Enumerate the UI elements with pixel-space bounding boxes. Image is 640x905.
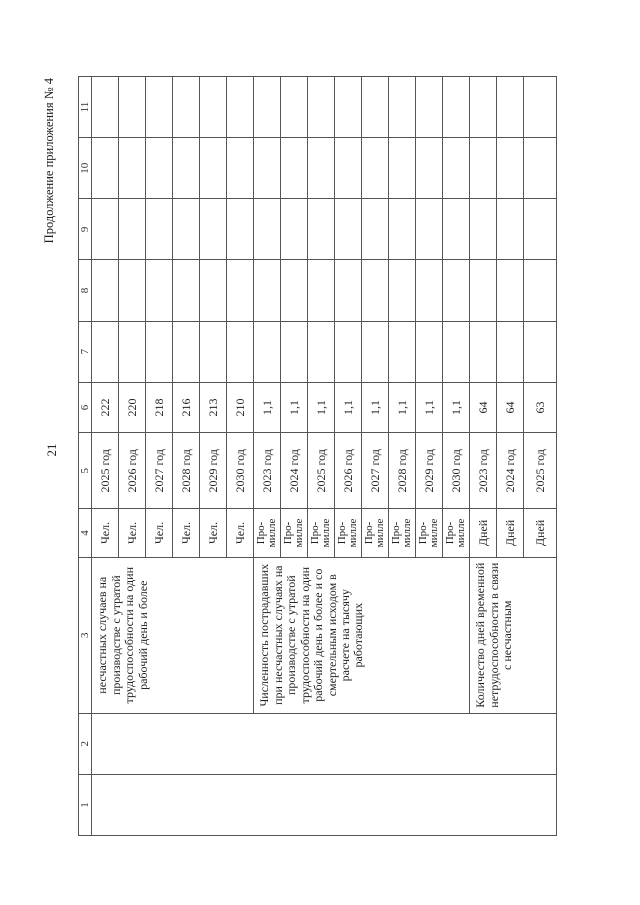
empty-cell-col8 [497, 260, 524, 321]
empty-cell-col7 [443, 321, 470, 382]
empty-cell-col8 [173, 260, 200, 321]
empty-cell-col8 [335, 260, 362, 321]
empty-cell-col11 [227, 77, 254, 138]
empty-cell-col10 [389, 138, 416, 199]
year-cell: 2027 год [362, 433, 389, 509]
column-number: 7 [79, 321, 92, 382]
unit-cell: Чел. [200, 509, 227, 557]
unit-cell: Чел. [119, 509, 146, 557]
empty-cell-col11 [470, 77, 497, 138]
empty-cell-col10 [119, 138, 146, 199]
value-cell: 1,1 [443, 382, 470, 433]
unit-cell: Про-милле [362, 509, 389, 557]
value-cell: 1,1 [254, 382, 281, 433]
column-number: 10 [79, 138, 92, 199]
year-cell: 2024 год [281, 433, 308, 509]
table-body [92, 77, 557, 836]
empty-cell-col7 [227, 321, 254, 382]
empty-cell-col10 [443, 138, 470, 199]
empty-cell-col9 [470, 199, 497, 260]
empty-cell-col7 [119, 321, 146, 382]
year-cell: 2023 год [470, 433, 497, 509]
empty-cell-col11 [416, 77, 443, 138]
empty-cell-col8 [524, 260, 557, 321]
value-cell: 1,1 [281, 382, 308, 433]
year-cell: 2026 год [119, 433, 146, 509]
empty-cell-col9 [443, 199, 470, 260]
value-cell: 1,1 [416, 382, 443, 433]
empty-cell-col7 [497, 321, 524, 382]
empty-cell-col8 [362, 260, 389, 321]
year-cell: 2030 год [443, 433, 470, 509]
cell-col1 [92, 774, 557, 835]
year-cell: 2025 год [308, 433, 335, 509]
empty-cell-col11 [281, 77, 308, 138]
empty-cell-col11 [443, 77, 470, 138]
empty-cell-col8 [227, 260, 254, 321]
column-number: 8 [79, 260, 92, 321]
year-cell: 2026 год [335, 433, 362, 509]
value-cell: 1,1 [362, 382, 389, 433]
empty-cell-col11 [92, 77, 119, 138]
empty-cell-col9 [227, 199, 254, 260]
empty-cell-col7 [335, 321, 362, 382]
indicator-name: Количество дней временной нетрудоспособности в связи с несчастным [470, 557, 557, 713]
unit-cell: Чел. [173, 509, 200, 557]
empty-cell-col9 [119, 199, 146, 260]
empty-cell-col8 [200, 260, 227, 321]
empty-cell-col8 [416, 260, 443, 321]
empty-cell-col8 [281, 260, 308, 321]
empty-cell-col10 [470, 138, 497, 199]
unit-cell: Чел. [146, 509, 173, 557]
unit-cell: Про-милле [281, 509, 308, 557]
empty-cell-col11 [497, 77, 524, 138]
value-cell: 216 [173, 382, 200, 433]
year-cell: 2027 год [146, 433, 173, 509]
year-cell: 2025 год [92, 433, 119, 509]
empty-cell-col9 [524, 199, 557, 260]
value-cell: 220 [119, 382, 146, 433]
year-cell: 2024 год [497, 433, 524, 509]
empty-cell-col10 [173, 138, 200, 199]
empty-cell-col10 [416, 138, 443, 199]
empty-cell-col10 [524, 138, 557, 199]
year-cell: 2029 год [416, 433, 443, 509]
empty-cell-col8 [389, 260, 416, 321]
empty-cell-col7 [470, 321, 497, 382]
empty-cell-col10 [335, 138, 362, 199]
empty-cell-col7 [416, 321, 443, 382]
empty-cell-col11 [119, 77, 146, 138]
unit-cell: Про-милле [389, 509, 416, 557]
year-cell: 2029 год [200, 433, 227, 509]
empty-cell-col11 [362, 77, 389, 138]
empty-cell-col9 [362, 199, 389, 260]
empty-cell-col7 [146, 321, 173, 382]
indicators-table [78, 76, 557, 836]
rotated-page [40, 50, 600, 850]
unit-cell: Дней [524, 509, 557, 557]
empty-cell-col7 [389, 321, 416, 382]
empty-cell-col9 [173, 199, 200, 260]
empty-cell-col10 [254, 138, 281, 199]
unit-cell: Про-милле [335, 509, 362, 557]
empty-cell-col9 [416, 199, 443, 260]
empty-cell-col10 [92, 138, 119, 199]
empty-cell-col7 [173, 321, 200, 382]
empty-cell-col11 [146, 77, 173, 138]
empty-cell-col7 [254, 321, 281, 382]
empty-cell-col11 [308, 77, 335, 138]
unit-cell: Про-милле [254, 509, 281, 557]
column-number: 1 [79, 774, 92, 835]
empty-cell-col10 [200, 138, 227, 199]
empty-cell-col8 [119, 260, 146, 321]
empty-cell-col8 [443, 260, 470, 321]
indicator-name: несчастных случаев на производстве с утратой трудоспособности на один рабочий день и более [92, 557, 254, 713]
empty-cell-col9 [200, 199, 227, 260]
unit-cell: Про-милле [416, 509, 443, 557]
value-cell: 64 [470, 382, 497, 433]
empty-cell-col11 [254, 77, 281, 138]
value-cell: 1,1 [335, 382, 362, 433]
value-cell: 63 [524, 382, 557, 433]
value-cell: 218 [146, 382, 173, 433]
cell-col2 [92, 713, 557, 774]
empty-cell-col7 [281, 321, 308, 382]
column-number: 5 [79, 433, 92, 509]
page-number: 21 [44, 443, 59, 457]
empty-cell-col7 [200, 321, 227, 382]
column-number: 2 [79, 713, 92, 774]
empty-cell-col7 [308, 321, 335, 382]
empty-cell-col9 [281, 199, 308, 260]
unit-cell: Про-милле [308, 509, 335, 557]
indicator-name: Численность пострадавших при несчастных случаях на производстве с утратой трудоспособности на один рабочий день и более и со смертельным исходом в расчете на тысячу работающих [254, 557, 470, 713]
column-number-row [79, 77, 92, 836]
empty-cell-col11 [335, 77, 362, 138]
unit-cell: Дней [497, 509, 524, 557]
empty-cell-col7 [524, 321, 557, 382]
column-number: 9 [79, 199, 92, 260]
value-cell: 64 [497, 382, 524, 433]
empty-cell-col9 [308, 199, 335, 260]
empty-cell-col10 [497, 138, 524, 199]
empty-cell-col8 [92, 260, 119, 321]
empty-cell-col9 [389, 199, 416, 260]
empty-cell-col9 [335, 199, 362, 260]
value-cell: 213 [200, 382, 227, 433]
year-cell: 2025 год [524, 433, 557, 509]
empty-cell-col7 [92, 321, 119, 382]
empty-cell-col9 [497, 199, 524, 260]
value-cell: 210 [227, 382, 254, 433]
year-cell: 2028 год [389, 433, 416, 509]
empty-cell-col9 [254, 199, 281, 260]
value-cell: 1,1 [389, 382, 416, 433]
unit-cell: Чел. [227, 509, 254, 557]
empty-cell-col11 [389, 77, 416, 138]
empty-cell-col10 [308, 138, 335, 199]
empty-cell-col8 [308, 260, 335, 321]
empty-cell-col7 [362, 321, 389, 382]
value-cell: 1,1 [308, 382, 335, 433]
column-number: 6 [79, 382, 92, 433]
empty-cell-col8 [254, 260, 281, 321]
empty-cell-col11 [200, 77, 227, 138]
empty-cell-col10 [227, 138, 254, 199]
column-number: 11 [79, 77, 92, 138]
year-cell: 2023 год [254, 433, 281, 509]
table-row [92, 77, 119, 836]
empty-cell-col9 [146, 199, 173, 260]
unit-cell: Дней [470, 509, 497, 557]
empty-cell-col8 [470, 260, 497, 321]
appendix-note: Продолжение приложения № 4 [42, 78, 56, 244]
empty-cell-col10 [281, 138, 308, 199]
value-cell: 222 [92, 382, 119, 433]
unit-cell: Про-милле [443, 509, 470, 557]
year-cell: 2028 год [173, 433, 200, 509]
unit-cell: Чел. [92, 509, 119, 557]
empty-cell-col8 [146, 260, 173, 321]
empty-cell-col10 [362, 138, 389, 199]
column-number: 4 [79, 509, 92, 557]
empty-cell-col11 [524, 77, 557, 138]
empty-cell-col9 [92, 199, 119, 260]
empty-cell-col11 [173, 77, 200, 138]
empty-cell-col10 [146, 138, 173, 199]
column-number: 3 [79, 557, 92, 713]
year-cell: 2030 год [227, 433, 254, 509]
